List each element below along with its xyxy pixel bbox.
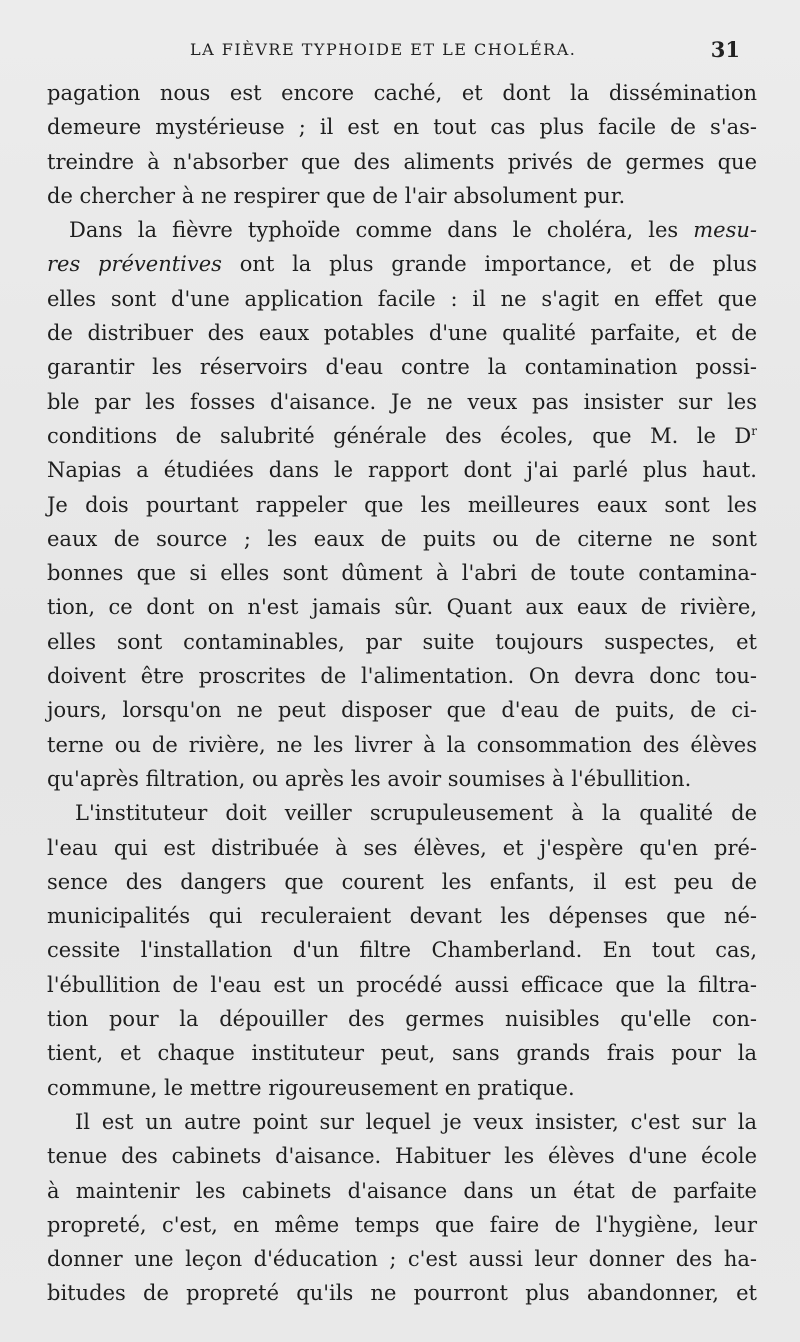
text-line: commune, le mettre rigoureusement en pratique. — [47, 1075, 575, 1100]
text-segment: ont la plus grande importance, et de plus — [239, 252, 757, 277]
text-line — [47, 247, 757, 281]
text-line — [47, 213, 757, 247]
text-line: terne ou de rivière, ne les livrer à la consommation des élèves — [47, 732, 757, 757]
text-line: municipalités qui reculeraient devant les dépenses que né- — [47, 904, 757, 929]
superscript: r — [751, 423, 757, 438]
text-line: ble par les fosses d'aisance. Je ne veux pas insister sur les — [47, 389, 757, 414]
text-line: l'eau qui est distribuée à ses élèves, et j'espère qu'en pré- — [47, 835, 757, 860]
italic-term: mesu- — [693, 218, 757, 243]
italic-term: res préventives — [47, 252, 222, 277]
text-segment: Dans la fièvre typhoïde comme dans le choléra, les — [69, 218, 679, 243]
text-line: qu'après filtration, ou après les avoir soumises à l'ébullition. — [47, 766, 692, 791]
text-line: L'instituteur doit veiller scrupuleusement à la qualité de — [75, 801, 757, 826]
text-line: tenue des cabinets d'aisance. Habituer les élèves d'une école — [47, 1144, 757, 1169]
text-line: donner une leçon d'éducation ; c'est aussi leur donner des ha- — [47, 1247, 757, 1272]
running-title: LA FIÈVRE TYPHOIDE ET LE CHOLÉRA. — [190, 39, 577, 59]
text-line: Je dois pourtant rappeler que les meilleures eaux sont les — [47, 492, 757, 517]
page-header — [190, 34, 740, 64]
text-line: jours, lorsqu'on ne peut disposer que d'eau de puits, de ci- — [47, 698, 757, 723]
text-line: tion, ce dont on n'est jamais sûr. Quant aux eaux de rivière, — [47, 595, 757, 620]
text-line: l'ébullition de l'eau est un procédé aussi efficace que la filtra- — [47, 972, 757, 997]
text-line: à maintenir les cabinets d'aisance dans un état de parfaite — [47, 1178, 757, 1203]
text-line: bonnes que si elles sont dûment à l'abri de toute contamina- — [47, 561, 757, 586]
text-line: garantir les réservoirs d'eau contre la contamination possi- — [47, 355, 757, 380]
text-line: tion pour la dépouiller des germes nuisibles qu'elle con- — [47, 1007, 757, 1032]
text-line: tient, et chaque instituteur peut, sans grands frais pour la — [47, 1041, 757, 1066]
text-line: pagation nous est encore caché, et dont la dissémination — [47, 81, 757, 105]
page-number: 31 — [710, 36, 740, 62]
text-line: de chercher à ne respirer que de l'air absolument pur. — [47, 183, 626, 208]
text-line: de distribuer des eaux potables d'une qualité parfaite, et de — [47, 321, 757, 346]
text-line: elles sont contaminables, par suite toujours suspectes, et — [47, 629, 757, 654]
text-line: eaux de source ; les eaux de puits ou de citerne ne sont — [47, 526, 757, 551]
body-text — [47, 76, 757, 1311]
text-line: treindre à n'absorber que des aliments privés de germes que — [47, 149, 757, 174]
text-line: bitudes de propreté qu'ils ne pourront plus abandonner, et — [47, 1281, 757, 1306]
text-line: doivent être proscrites de l'alimentation. On devra donc tou- — [47, 664, 757, 689]
text-line: cessite l'installation d'un filtre Chamberland. En tout cas, — [47, 938, 757, 963]
text-line: sence des dangers que courent les enfants, il est peu de — [47, 869, 757, 894]
text-line: elles sont d'une application facile : il ne s'agit en effet que — [47, 286, 757, 311]
text-line: Il est un autre point sur lequel je veux insister, c'est sur la — [75, 1109, 757, 1134]
text-line: propreté, c'est, en même temps que faire de l'hygiène, leur — [47, 1212, 757, 1237]
text-line — [47, 419, 757, 453]
text-line: Napias a étudiées dans le rapport dont j'ai parlé plus haut. — [47, 458, 757, 483]
text-line: demeure mystérieuse ; il est en tout cas plus facile de s'as- — [47, 115, 757, 140]
text-segment: conditions de salubrité générale des écoles, que M. le D — [47, 423, 752, 448]
